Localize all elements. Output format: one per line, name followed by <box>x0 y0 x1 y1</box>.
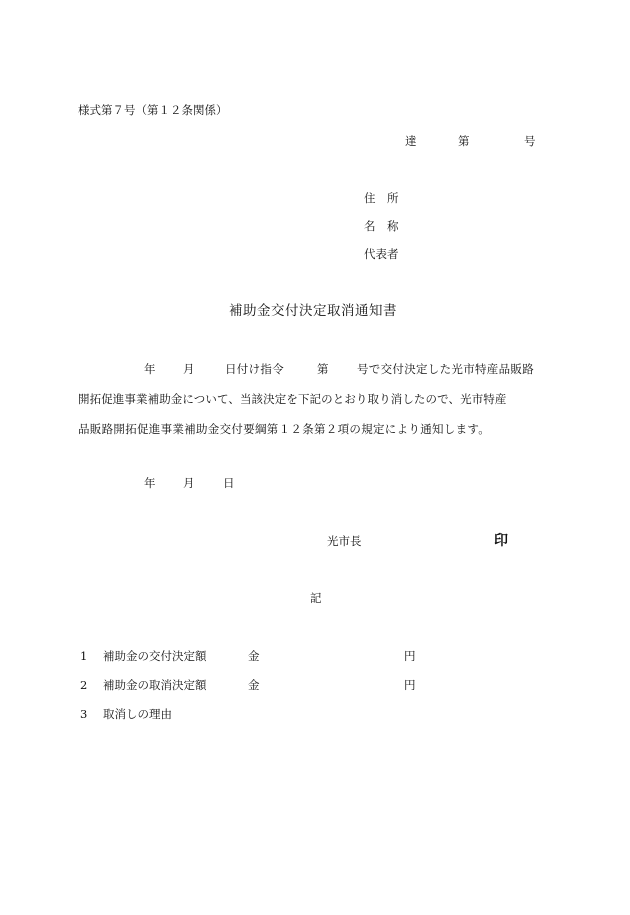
body-no: 第 <box>317 362 329 376</box>
item-2-label: 補助金の取消決定額 <box>103 678 207 692</box>
seal-mark: 印 <box>494 533 508 549</box>
address-label: 住 所 <box>364 191 399 205</box>
body-date: 日付け指令 <box>225 362 284 376</box>
item-1-prefix: 金 <box>248 649 260 663</box>
document-title: 補助金交付決定取消通知書 <box>229 303 397 319</box>
item-1-unit: 円 <box>404 649 416 663</box>
body-line1-rest: 号で交付決定した光市特産品販路 <box>357 362 534 376</box>
representative-label: 代表者 <box>364 247 399 261</box>
item-3-label: 取消しの理由 <box>103 707 172 721</box>
form-label: 様式第７号（第１２条関係） <box>78 103 228 117</box>
body-month: 月 <box>183 362 195 376</box>
item-2-unit: 円 <box>404 678 416 692</box>
name-label: 名 称 <box>364 219 399 233</box>
date-day: 日 <box>223 476 235 490</box>
body-line2: 開拓促進事業補助金について、当該決定を下記のとおり取り消したので、光市特産 <box>78 392 507 406</box>
item-1-number: 1 <box>80 649 88 663</box>
item-3-number: 3 <box>80 707 88 721</box>
body-year: 年 <box>144 362 156 376</box>
body-line3: 品販路開拓促進事業補助金交付要綱第１２条第２項の規定により通知します。 <box>78 422 491 436</box>
issuer-name: 光市長 <box>327 534 362 548</box>
ki-label: 記 <box>310 591 322 605</box>
item-1-label: 補助金の交付決定額 <box>103 649 207 663</box>
date-year: 年 <box>144 476 156 490</box>
doc-number-mid: 第 <box>458 134 470 148</box>
item-2-number: 2 <box>80 678 88 692</box>
item-2-prefix: 金 <box>248 678 260 692</box>
doc-number-prefix: 達 <box>405 134 417 148</box>
doc-number-suffix: 号 <box>524 134 536 148</box>
date-month: 月 <box>183 476 195 490</box>
